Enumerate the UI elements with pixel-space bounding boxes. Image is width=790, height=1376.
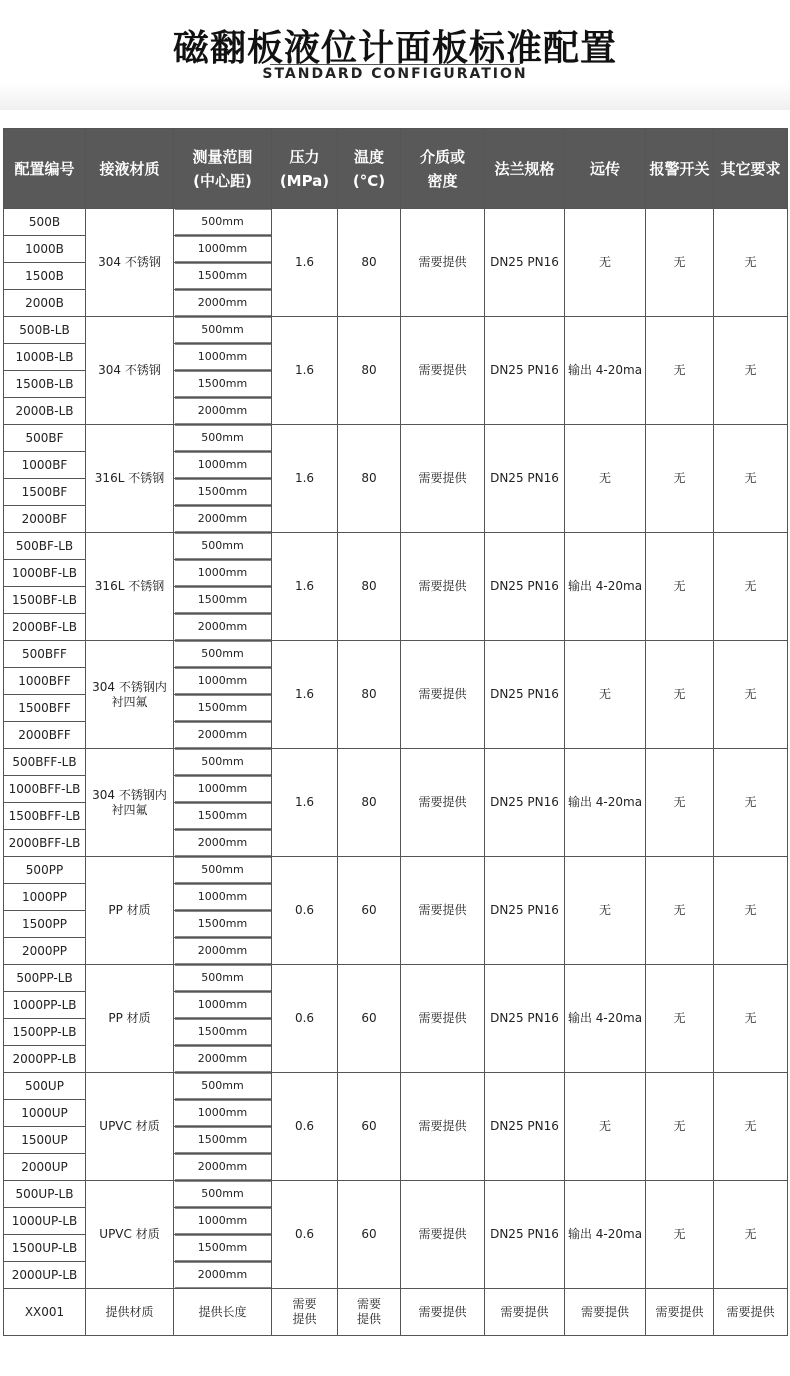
- range-cell: [174, 857, 272, 884]
- temp-cell: 80: [338, 641, 401, 749]
- flange-cell: DN25 PN16: [485, 1073, 565, 1181]
- range-cell: [174, 884, 272, 911]
- range-cell: [174, 560, 272, 587]
- range-value: 500mm: [175, 857, 271, 883]
- table-header-row: [4, 129, 788, 209]
- config-code-cell: 1500BF-LB: [4, 587, 86, 614]
- range-cell: [174, 425, 272, 452]
- flange-cell: DN25 PN16: [485, 965, 565, 1073]
- range-value: 1500mm: [175, 803, 271, 829]
- table-row: [4, 965, 788, 992]
- column-header: 远传: [565, 129, 646, 209]
- alarm-cell: 无: [646, 1073, 714, 1181]
- temp-cell: 60: [338, 1181, 401, 1289]
- range-value: 1500mm: [175, 371, 271, 397]
- temp-cell: 80: [338, 209, 401, 317]
- range-cell: [174, 803, 272, 830]
- config-code-cell: 500BF: [4, 425, 86, 452]
- column-header: 测量范围 (中心距): [174, 129, 272, 209]
- other-cell: 无: [714, 425, 788, 533]
- flange-cell: DN25 PN16: [485, 857, 565, 965]
- range-cell: [174, 209, 272, 236]
- config-code-cell: 1000UP-LB: [4, 1208, 86, 1235]
- column-header: 报警开关: [646, 129, 714, 209]
- range-value: 1500mm: [175, 587, 271, 613]
- range-value: 2000mm: [175, 1262, 271, 1288]
- config-code-cell: 1500UP-LB: [4, 1235, 86, 1262]
- other-cell: 无: [714, 857, 788, 965]
- other-cell: 无: [714, 1181, 788, 1289]
- range-cell: [174, 1154, 272, 1181]
- config-code-cell: 2000UP-LB: [4, 1262, 86, 1289]
- custom-config-cell: 需要提供: [714, 1289, 788, 1336]
- config-code-cell: 500PP-LB: [4, 965, 86, 992]
- flange-cell: DN25 PN16: [485, 209, 565, 317]
- range-cell: [174, 452, 272, 479]
- range-value: 500mm: [175, 641, 271, 667]
- range-cell: [174, 830, 272, 857]
- range-cell: [174, 398, 272, 425]
- config-code-cell: 2000UP: [4, 1154, 86, 1181]
- custom-config-cell: 需要 提供: [338, 1289, 401, 1336]
- range-cell: [174, 1100, 272, 1127]
- config-code-cell: 2000PP: [4, 938, 86, 965]
- config-code-cell: 1000PP: [4, 884, 86, 911]
- alarm-cell: 无: [646, 209, 714, 317]
- material-cell: 304 不锈钢: [86, 317, 174, 425]
- range-value: 2000mm: [175, 506, 271, 532]
- other-cell: 无: [714, 533, 788, 641]
- config-code-cell: 500UP: [4, 1073, 86, 1100]
- range-value: 2000mm: [175, 830, 271, 856]
- temp-cell: 60: [338, 857, 401, 965]
- flange-cell: DN25 PN16: [485, 1181, 565, 1289]
- column-header: 配置编号: [4, 129, 86, 209]
- config-code-cell: 2000B-LB: [4, 398, 86, 425]
- table-row: [4, 425, 788, 452]
- range-cell: [174, 938, 272, 965]
- pressure-cell: 1.6: [272, 533, 338, 641]
- other-cell: 无: [714, 317, 788, 425]
- remote-cell: 输出 4-20ma: [565, 1181, 646, 1289]
- page-header: [0, 0, 790, 110]
- range-cell: [174, 1235, 272, 1262]
- range-value: 1500mm: [175, 1127, 271, 1153]
- config-code-cell: 1000BF: [4, 452, 86, 479]
- range-value: 500mm: [175, 425, 271, 451]
- remote-cell: 无: [565, 1073, 646, 1181]
- range-value: 1000mm: [175, 236, 271, 262]
- range-cell: [174, 344, 272, 371]
- range-value: 1000mm: [175, 992, 271, 1018]
- range-value: 500mm: [175, 209, 271, 235]
- table-row: [4, 317, 788, 344]
- table-row: [4, 857, 788, 884]
- table-row: [4, 749, 788, 776]
- range-cell: [174, 506, 272, 533]
- remote-cell: 输出 4-20ma: [565, 533, 646, 641]
- config-code-cell: 1000BF-LB: [4, 560, 86, 587]
- temp-cell: 60: [338, 1073, 401, 1181]
- config-code-cell: 1500BFF: [4, 695, 86, 722]
- column-header: 温度 (°C): [338, 129, 401, 209]
- range-cell: [174, 1046, 272, 1073]
- temp-cell: 60: [338, 965, 401, 1073]
- pressure-cell: 1.6: [272, 749, 338, 857]
- material-cell: 304 不锈钢内衬四氟: [86, 749, 174, 857]
- config-code-cell: 2000B: [4, 290, 86, 317]
- range-cell: [174, 1262, 272, 1289]
- range-cell: [174, 1127, 272, 1154]
- medium-cell: 需要提供: [401, 533, 485, 641]
- material-cell: 304 不锈钢: [86, 209, 174, 317]
- table-row: [4, 1073, 788, 1100]
- remote-cell: 无: [565, 857, 646, 965]
- other-cell: 无: [714, 1073, 788, 1181]
- range-cell: [174, 587, 272, 614]
- config-code-cell: 500BFF-LB: [4, 749, 86, 776]
- range-value: 500mm: [175, 533, 271, 559]
- column-header: 法兰规格: [485, 129, 565, 209]
- custom-config-cell: 需要提供: [565, 1289, 646, 1336]
- config-table-wrapper: [3, 128, 788, 1336]
- remote-cell: 输出 4-20ma: [565, 749, 646, 857]
- flange-cell: DN25 PN16: [485, 749, 565, 857]
- range-value: 1500mm: [175, 1019, 271, 1045]
- custom-config-cell: 需要提供: [646, 1289, 714, 1336]
- range-value: 2000mm: [175, 1046, 271, 1072]
- range-cell: [174, 992, 272, 1019]
- custom-config-cell: 需要提供: [401, 1289, 485, 1336]
- config-code-cell: 500PP: [4, 857, 86, 884]
- flange-cell: DN25 PN16: [485, 425, 565, 533]
- custom-config-cell: 需要 提供: [272, 1289, 338, 1336]
- range-value: 2000mm: [175, 1154, 271, 1180]
- range-value: 1000mm: [175, 668, 271, 694]
- range-value: 500mm: [175, 317, 271, 343]
- config-table: [3, 128, 788, 1336]
- custom-config-row: [4, 1289, 788, 1336]
- table-row: [4, 641, 788, 668]
- config-code-cell: 1000BFF-LB: [4, 776, 86, 803]
- config-code-cell: 1000UP: [4, 1100, 86, 1127]
- custom-config-cell: 提供长度: [174, 1289, 272, 1336]
- range-value: 2000mm: [175, 722, 271, 748]
- config-code-cell: 500B-LB: [4, 317, 86, 344]
- range-value: 1000mm: [175, 1100, 271, 1126]
- range-value: 1000mm: [175, 776, 271, 802]
- config-code-cell: 500B: [4, 209, 86, 236]
- table-row: [4, 1181, 788, 1208]
- range-value: 1000mm: [175, 884, 271, 910]
- medium-cell: 需要提供: [401, 641, 485, 749]
- range-cell: [174, 749, 272, 776]
- other-cell: 无: [714, 641, 788, 749]
- range-value: 2000mm: [175, 398, 271, 424]
- medium-cell: 需要提供: [401, 209, 485, 317]
- range-cell: [174, 614, 272, 641]
- table-row: [4, 533, 788, 560]
- flange-cell: DN25 PN16: [485, 317, 565, 425]
- config-code-cell: 1000B-LB: [4, 344, 86, 371]
- range-value: 1500mm: [175, 695, 271, 721]
- range-cell: [174, 1073, 272, 1100]
- medium-cell: 需要提供: [401, 857, 485, 965]
- medium-cell: 需要提供: [401, 965, 485, 1073]
- range-value: 1500mm: [175, 1235, 271, 1261]
- flange-cell: DN25 PN16: [485, 533, 565, 641]
- alarm-cell: 无: [646, 749, 714, 857]
- range-cell: [174, 776, 272, 803]
- material-cell: 316L 不锈钢: [86, 425, 174, 533]
- other-cell: 无: [714, 749, 788, 857]
- range-value: 500mm: [175, 1181, 271, 1207]
- page-subtitle: STANDARD CONFIGURATION: [262, 66, 528, 82]
- remote-cell: 输出 4-20ma: [565, 965, 646, 1073]
- range-cell: [174, 1181, 272, 1208]
- alarm-cell: 无: [646, 641, 714, 749]
- range-cell: [174, 668, 272, 695]
- range-value: 500mm: [175, 965, 271, 991]
- temp-cell: 80: [338, 425, 401, 533]
- config-code-cell: 1500UP: [4, 1127, 86, 1154]
- alarm-cell: 无: [646, 425, 714, 533]
- medium-cell: 需要提供: [401, 1073, 485, 1181]
- table-row: [4, 209, 788, 236]
- alarm-cell: 无: [646, 533, 714, 641]
- range-cell: [174, 1019, 272, 1046]
- config-code-cell: 1500BF: [4, 479, 86, 506]
- range-cell: [174, 911, 272, 938]
- pressure-cell: 1.6: [272, 209, 338, 317]
- config-code-cell: 1500PP-LB: [4, 1019, 86, 1046]
- title-divider: [270, 64, 520, 65]
- range-cell: [174, 1208, 272, 1235]
- alarm-cell: 无: [646, 965, 714, 1073]
- pressure-cell: 1.6: [272, 641, 338, 749]
- range-cell: [174, 479, 272, 506]
- remote-cell: 无: [565, 209, 646, 317]
- other-cell: 无: [714, 965, 788, 1073]
- medium-cell: 需要提供: [401, 425, 485, 533]
- range-value: 1500mm: [175, 911, 271, 937]
- range-value: 2000mm: [175, 938, 271, 964]
- material-cell: PP 材质: [86, 857, 174, 965]
- range-value: 1000mm: [175, 1208, 271, 1234]
- medium-cell: 需要提供: [401, 1181, 485, 1289]
- column-header: 介质或 密度: [401, 129, 485, 209]
- range-value: 2000mm: [175, 614, 271, 640]
- material-cell: UPVC 材质: [86, 1181, 174, 1289]
- column-header: 接液材质: [86, 129, 174, 209]
- temp-cell: 80: [338, 749, 401, 857]
- range-cell: [174, 236, 272, 263]
- config-code-cell: 1000B: [4, 236, 86, 263]
- temp-cell: 80: [338, 533, 401, 641]
- range-cell: [174, 371, 272, 398]
- range-cell: [174, 317, 272, 344]
- material-cell: UPVC 材质: [86, 1073, 174, 1181]
- config-code-cell: 1500B-LB: [4, 371, 86, 398]
- material-cell: 316L 不锈钢: [86, 533, 174, 641]
- flange-cell: DN25 PN16: [485, 641, 565, 749]
- custom-config-cell: 提供材质: [86, 1289, 174, 1336]
- alarm-cell: 无: [646, 317, 714, 425]
- material-cell: 304 不锈钢内衬四氟: [86, 641, 174, 749]
- range-value: 1500mm: [175, 263, 271, 289]
- config-code-cell: 2000BFF: [4, 722, 86, 749]
- material-cell: PP 材质: [86, 965, 174, 1073]
- config-code-cell: 2000BFF-LB: [4, 830, 86, 857]
- range-cell: [174, 290, 272, 317]
- config-code-cell: 1000BFF: [4, 668, 86, 695]
- range-cell: [174, 641, 272, 668]
- config-code-cell: 500BFF: [4, 641, 86, 668]
- pressure-cell: 1.6: [272, 317, 338, 425]
- config-code-cell: 1000PP-LB: [4, 992, 86, 1019]
- page-title: 磁翻板液位计面板标准配置: [172, 28, 617, 69]
- config-code-cell: 2000BF-LB: [4, 614, 86, 641]
- config-code-cell: 2000PP-LB: [4, 1046, 86, 1073]
- pressure-cell: 0.6: [272, 1073, 338, 1181]
- remote-cell: 无: [565, 641, 646, 749]
- config-code-cell: 500BF-LB: [4, 533, 86, 560]
- range-value: 1000mm: [175, 560, 271, 586]
- config-code-cell: 1500PP: [4, 911, 86, 938]
- range-value: 1500mm: [175, 479, 271, 505]
- medium-cell: 需要提供: [401, 317, 485, 425]
- column-header: 其它要求: [714, 129, 788, 209]
- range-value: 500mm: [175, 749, 271, 775]
- custom-config-cell: 需要提供: [485, 1289, 565, 1336]
- pressure-cell: 1.6: [272, 425, 338, 533]
- remote-cell: 无: [565, 425, 646, 533]
- pressure-cell: 0.6: [272, 1181, 338, 1289]
- pressure-cell: 0.6: [272, 857, 338, 965]
- range-value: 1000mm: [175, 344, 271, 370]
- temp-cell: 80: [338, 317, 401, 425]
- range-value: 500mm: [175, 1073, 271, 1099]
- range-cell: [174, 722, 272, 749]
- range-value: 1000mm: [175, 452, 271, 478]
- range-cell: [174, 263, 272, 290]
- alarm-cell: 无: [646, 1181, 714, 1289]
- column-header: 压力 (MPa): [272, 129, 338, 209]
- range-cell: [174, 695, 272, 722]
- config-code-cell: 1500B: [4, 263, 86, 290]
- alarm-cell: 无: [646, 857, 714, 965]
- range-cell: [174, 965, 272, 992]
- range-cell: [174, 533, 272, 560]
- range-value: 2000mm: [175, 290, 271, 316]
- table-body: [4, 209, 788, 1336]
- pressure-cell: 0.6: [272, 965, 338, 1073]
- config-code-cell: 1500BFF-LB: [4, 803, 86, 830]
- config-code-cell: 500UP-LB: [4, 1181, 86, 1208]
- medium-cell: 需要提供: [401, 749, 485, 857]
- remote-cell: 输出 4-20ma: [565, 317, 646, 425]
- other-cell: 无: [714, 209, 788, 317]
- config-code-cell: 2000BF: [4, 506, 86, 533]
- custom-config-cell: XX001: [4, 1289, 86, 1336]
